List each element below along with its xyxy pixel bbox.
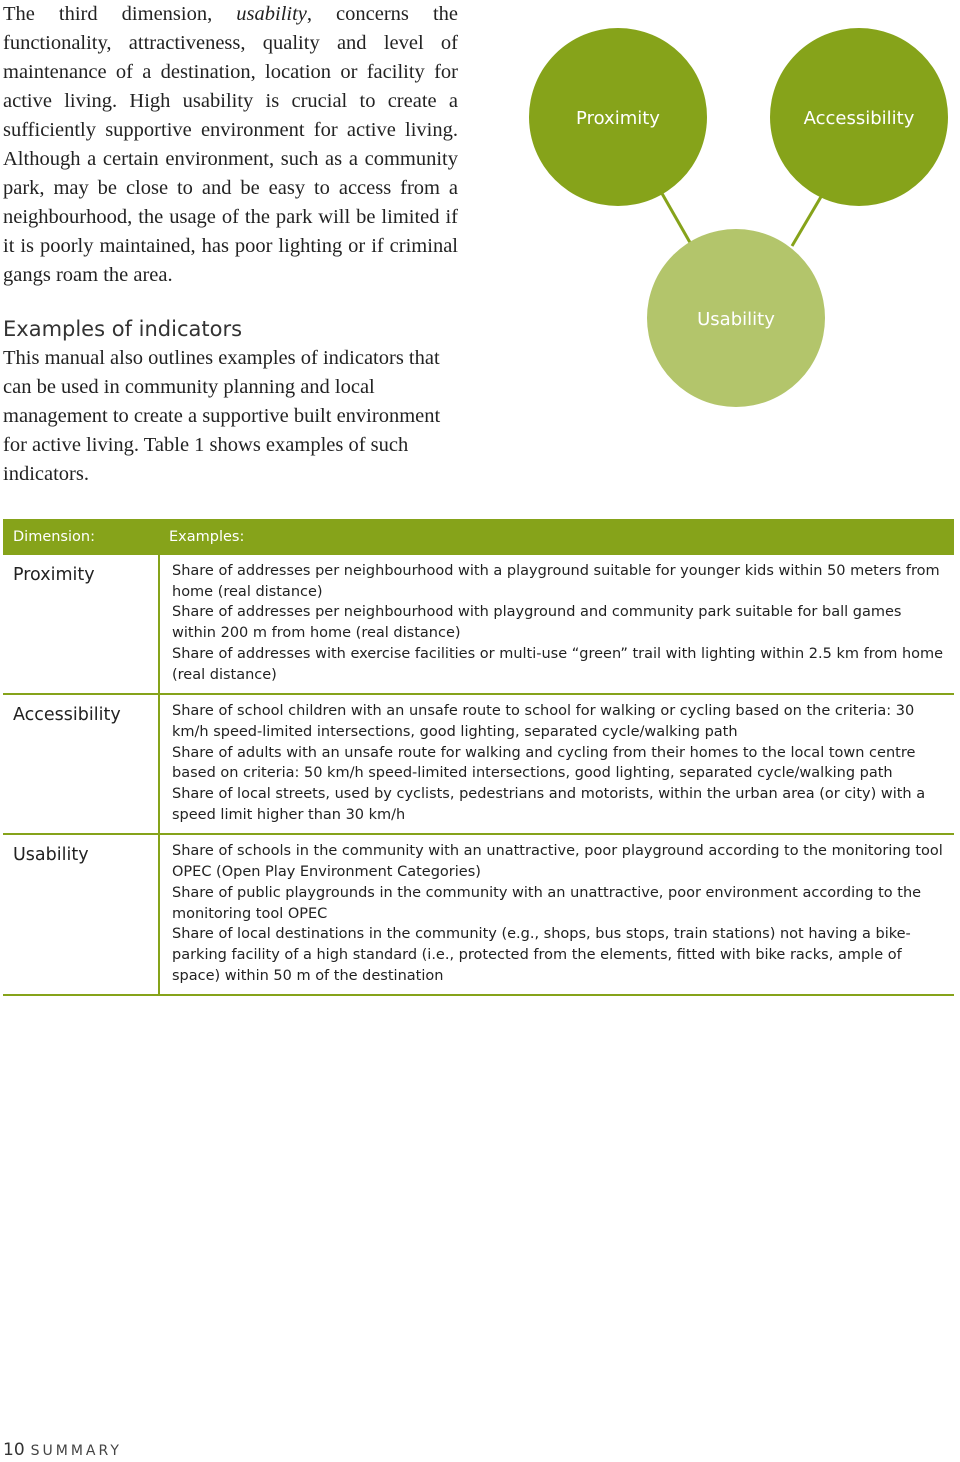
intro-text-start: The third dimension, [3,3,237,25]
connector-proximity-usability [660,190,692,246]
intro-emphasis: usability [236,3,307,25]
example-item: Share of addresses per neighbourhood with a playground suitable for younger kids within 50 meters from home (real distance) [172,563,940,600]
intro-text-rest: , concerns the functionality, attractiveness, quality and level of maintenance of a destination, location or facility for active living. High usability is crucial to create a sufficiently supportive environment for active living. Although a certain environment, such as a community park, may be close to and be easy to access from a neighbourhood, the usage of the park will be limited if it is poorly maintained, has poor lighting or if criminal gangs roam the area. [3,3,458,286]
table-row-usability [3,834,954,995]
examples-cell [159,555,954,694]
proximity-label: Proximity [576,108,660,129]
table-row-proximity [3,555,954,694]
dimensions-diagram [520,20,960,420]
example-item: Share of local destinations in the community (e.g., shops, bus stops, train stations) not having a bike-parking facility of a high standard (i.e., protected from the elements, fitted with bike racks, ample of space) within 50 m of the destination [172,926,911,984]
usability-label: Usability [697,309,775,330]
example-item: Share of addresses with exercise facilities or multi-use “green” trail with lighting within 2.5 km from home (real distance) [172,645,944,683]
examples-body: This manual also outlines examples of indicators that can be used in community planning and local management to create a supportive built environment for active living. Table 1 shows examples of such indicators. [3,347,441,485]
section-label: SUMMARY [30,1443,122,1459]
intro-paragraph [3,0,458,290]
connector-accessibility-usability [792,190,825,246]
header-examples: Examples: [159,519,954,555]
examples-cell [159,834,954,995]
examples-cell [159,694,954,834]
table-header-row [3,519,954,555]
example-item: Share of local streets, used by cyclists, pedestrians and motorists, within the urban area (or city) with a speed limit higher than 30 km/h [172,786,926,823]
example-item: Share of school children with an unsafe route to school for walking or cycling based on the criteria: 30 km/h speed-limited intersections, good lighting, separated cycle/walking path [172,703,915,740]
page-footer [3,1440,122,1460]
dimension-cell: Proximity [3,555,159,694]
accessibility-label: Accessibility [803,108,915,129]
page-number: 10 [3,1440,25,1460]
example-item: Share of addresses per neighbourhood with playground and community park suitable for ball games within 200 m from home (real distance) [172,604,902,642]
examples-heading: Examples of indicators [3,317,243,341]
example-item: Share of schools in the community with an unattractive, poor playground according to the monitoring tool OPEC (Open Play Environment Categories) [172,843,943,881]
dimension-cell: Usability [3,834,159,995]
indicators-table [3,519,954,996]
intro-text [3,0,458,290]
dimension-cell: Accessibility [3,694,159,834]
table-row-accessibility [3,694,954,834]
example-item: Share of public playgrounds in the community with an unattractive, poor environment according to the monitoring tool OPEC [172,884,922,922]
example-item: Share of adults with an unsafe route for walking and cycling from their homes to the local town centre based on criteria: 50 km/h speed-limited intersections, good lighting, separated cycle/walking path [172,744,916,782]
header-dimension: Dimension: [3,519,159,555]
